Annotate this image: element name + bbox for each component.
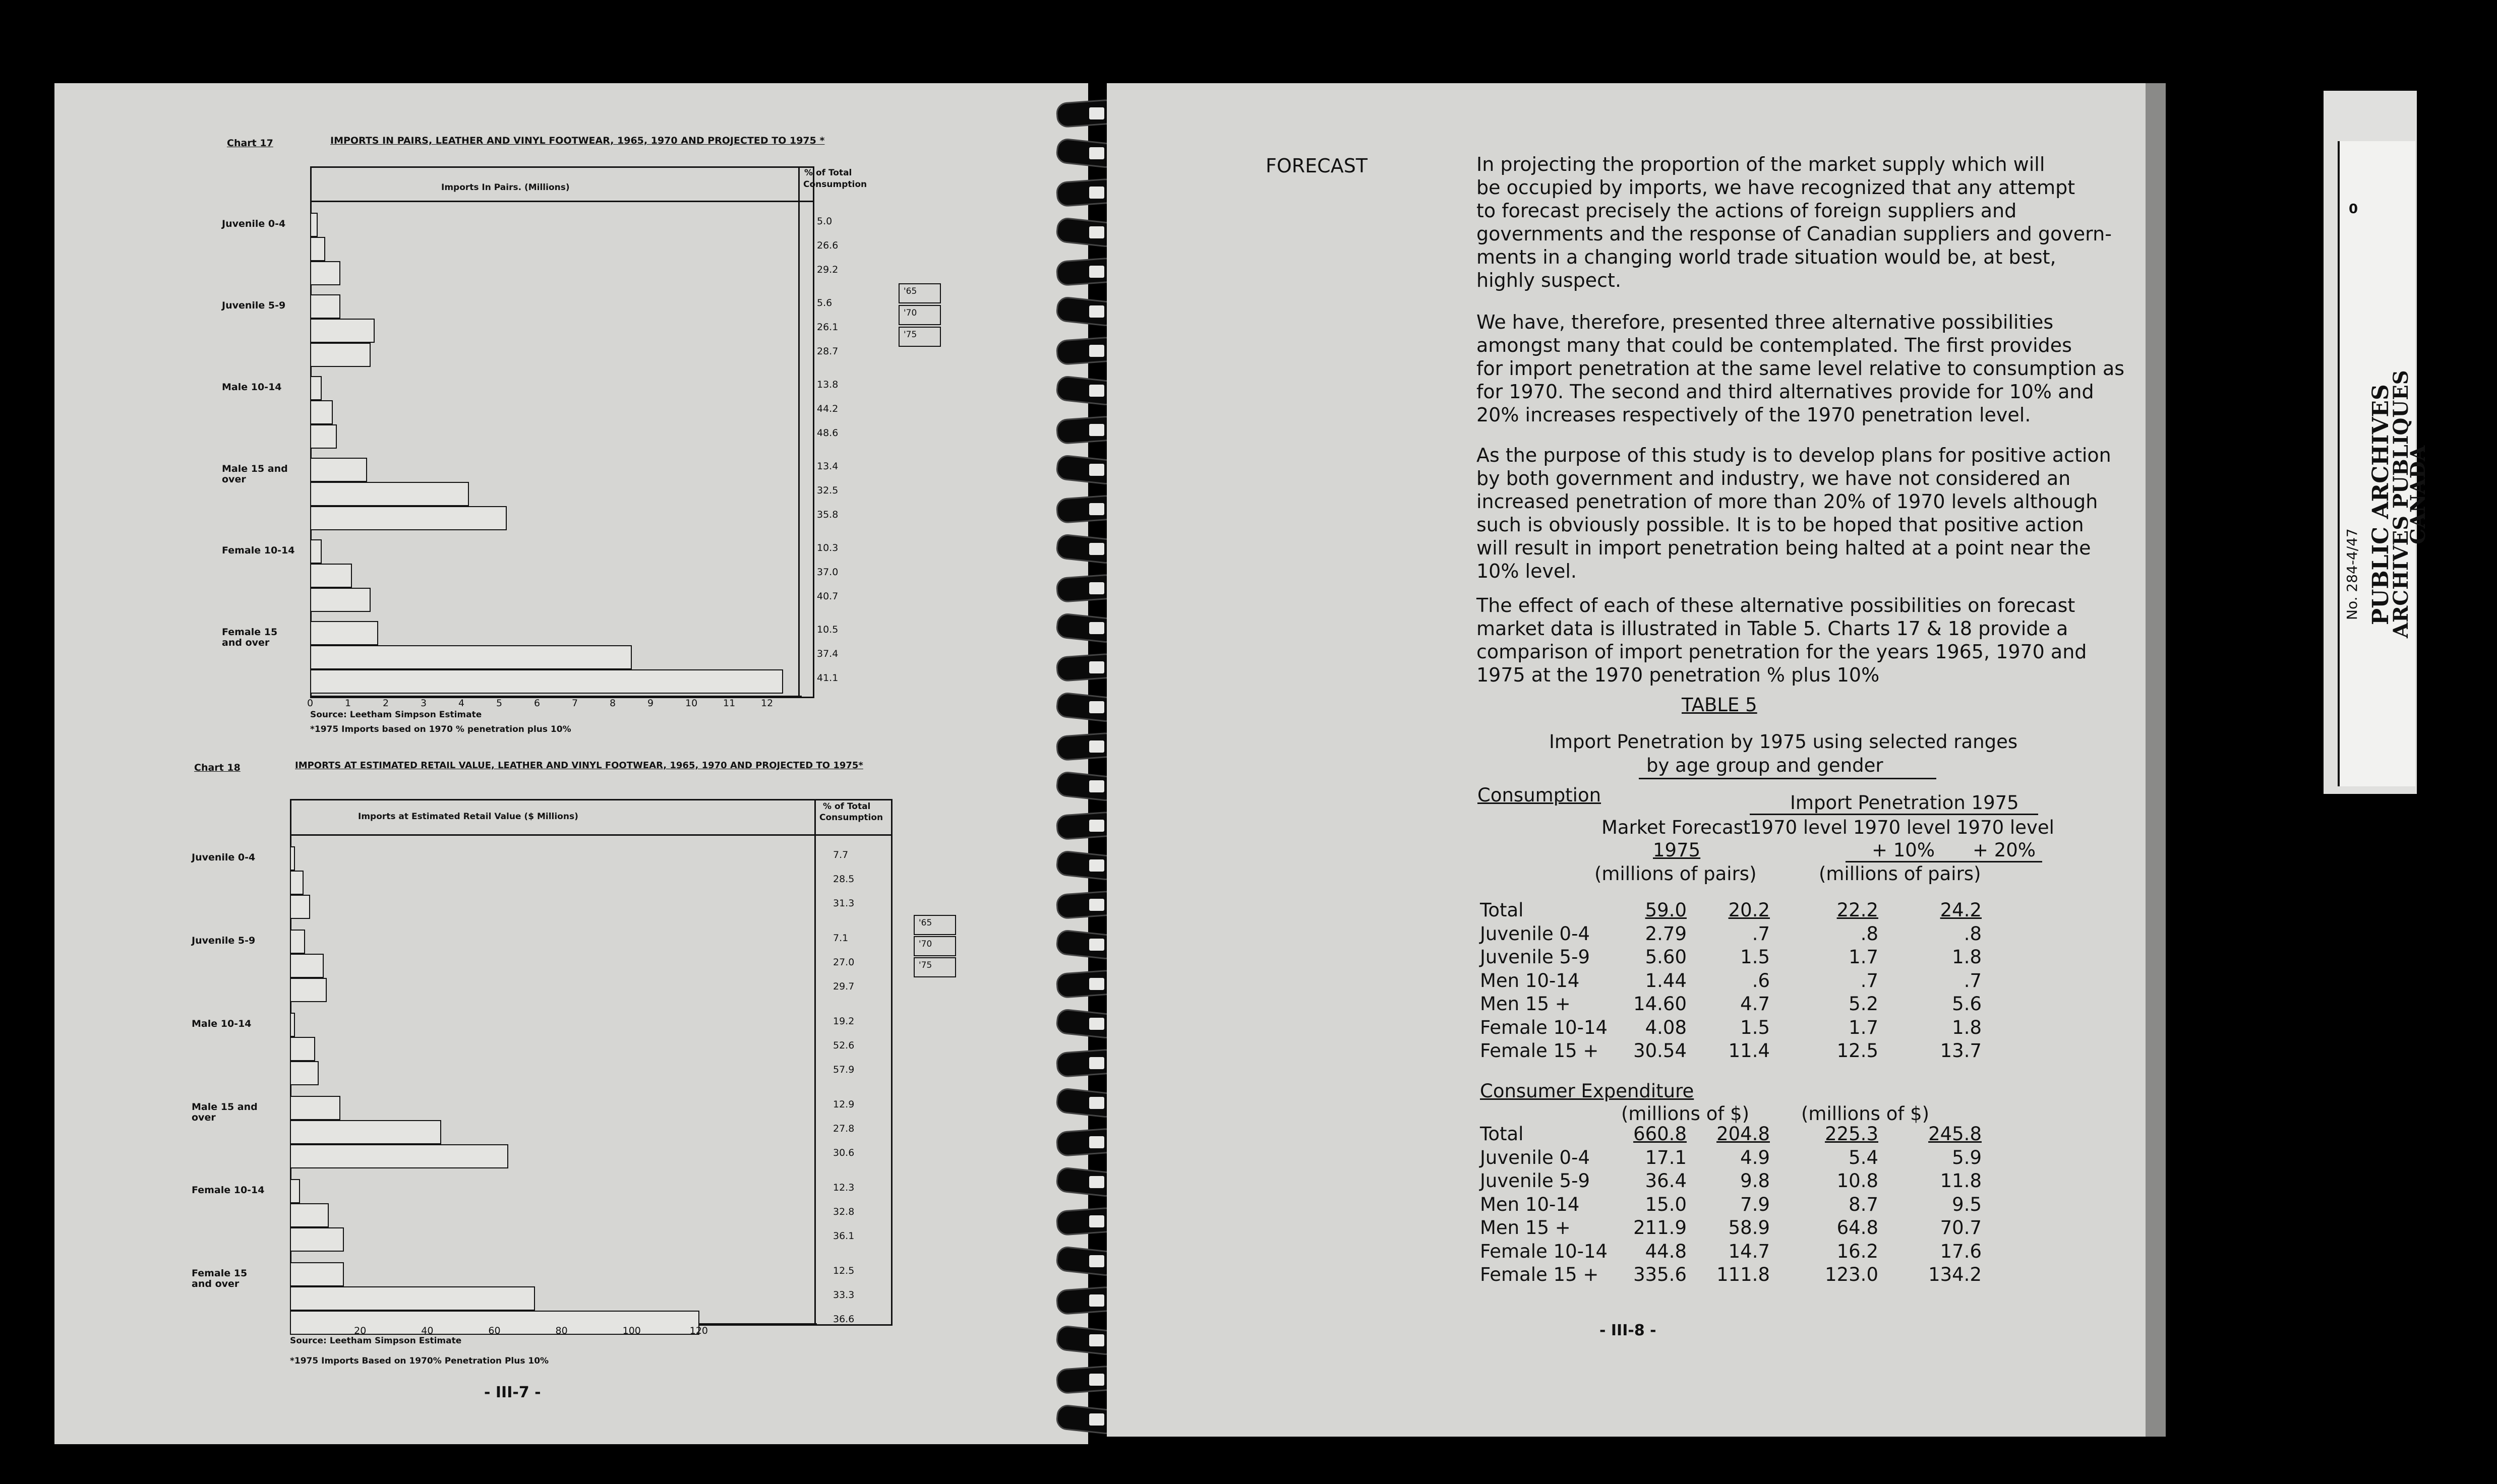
bar-75 xyxy=(310,261,340,285)
chart18-pct-header-1: % of Total xyxy=(823,801,871,812)
paragraph-4-line: The effect of each of these alternative possibilities on forecast xyxy=(1476,594,2075,616)
pct-label: 28.5 xyxy=(833,874,855,885)
cell-value: 24.2 xyxy=(1940,899,1982,921)
row-label: Female 10-14 xyxy=(1480,1016,1608,1038)
binding-slot xyxy=(1089,424,1104,436)
paragraph-3-line: 10% level. xyxy=(1476,560,1577,582)
section-expenditure: Consumer Expenditure xyxy=(1480,1080,1694,1102)
chart18-footnote: *1975 Imports Based on 1970% Penetration Plus 10% xyxy=(290,1356,549,1366)
binding-slot xyxy=(1089,582,1104,594)
units-dollars-penetration: (millions of $) xyxy=(1801,1103,1930,1125)
table-subtitle-2: by age group and gender xyxy=(1646,755,1883,776)
page-edge xyxy=(2146,83,2166,1437)
right-page-number: - III-8 - xyxy=(1599,1322,1656,1339)
cell-value: 1.5 xyxy=(1740,946,1770,968)
paragraph-1-line: to forecast precisely the actions of foreign suppliers and xyxy=(1476,200,2017,222)
row-label: Total xyxy=(1480,1123,1524,1145)
chart17-title: IMPORTS IN PAIRS, LEATHER AND VINYL FOOTWEAR, 1965, 1970 AND PROJECTED TO 1975 * xyxy=(330,135,825,146)
cell-value: 17.1 xyxy=(1645,1146,1687,1168)
cell-value: 5.4 xyxy=(1849,1146,1878,1168)
bar-65 xyxy=(290,930,305,954)
pct-label: 32.5 xyxy=(817,485,839,496)
pct-label: 13.8 xyxy=(817,379,839,390)
row-label: Juvenile 0-4 xyxy=(1480,1146,1590,1168)
pct-label: 28.7 xyxy=(817,346,839,357)
bar-75 xyxy=(290,1144,508,1168)
x-axis xyxy=(310,696,802,697)
cell-value: 64.8 xyxy=(1836,1217,1878,1239)
binding-slot xyxy=(1089,1294,1104,1307)
table-title: TABLE 5 xyxy=(1682,694,1757,716)
chart17-source: Source: Leetham Simpson Estimate xyxy=(310,710,482,720)
pct-label: 36.6 xyxy=(833,1314,855,1325)
pct-label: 40.7 xyxy=(817,591,839,602)
cell-value: 58.9 xyxy=(1728,1217,1770,1239)
pct-label: 57.9 xyxy=(833,1064,855,1075)
pct-label: 7.7 xyxy=(833,849,849,860)
binding-slot xyxy=(1089,780,1104,792)
chart17-footnote: *1975 Imports based on 1970 % penetration plus 10% xyxy=(310,724,571,734)
binding-slot xyxy=(1089,859,1104,872)
paragraph-1 xyxy=(1476,153,2112,292)
bar-75 xyxy=(310,343,371,367)
bar-75 xyxy=(290,978,327,1002)
cell-value: 15.0 xyxy=(1645,1193,1687,1215)
chart18-pct-divider xyxy=(814,799,816,1326)
binding-slot xyxy=(1089,503,1104,515)
cell-value: 211.9 xyxy=(1633,1217,1687,1239)
cell-value: 14.7 xyxy=(1728,1240,1770,1262)
paragraph-4-line: market data is illustrated in Table 5. Charts 17 & 18 provide a xyxy=(1476,617,2068,640)
bar-70 xyxy=(290,1203,329,1227)
bar-70 xyxy=(310,482,469,506)
bar-65 xyxy=(290,846,295,871)
binding-slot xyxy=(1089,978,1104,990)
cell-value: .7 xyxy=(1752,922,1770,945)
row-label: Men 10-14 xyxy=(1480,1193,1580,1215)
cell-value: 111.8 xyxy=(1716,1264,1770,1285)
pct-label: 19.2 xyxy=(833,1016,855,1027)
cell-value: 335.6 xyxy=(1633,1264,1687,1285)
bar-75 xyxy=(310,669,783,694)
chart17-legend-65: '65 xyxy=(899,283,941,303)
cell-value: 4.08 xyxy=(1645,1016,1687,1038)
x-tick-label: 9 xyxy=(647,698,654,709)
category-label: Juvenile 5-9 xyxy=(222,300,286,311)
binding-slot xyxy=(1089,1255,1104,1267)
paragraph-2 xyxy=(1476,311,2124,426)
pct-label: 33.3 xyxy=(833,1289,855,1301)
cell-value: 36.4 xyxy=(1645,1170,1687,1192)
pct-label: 31.3 xyxy=(833,898,855,909)
group-header: Import Penetration 1975 xyxy=(1790,792,2019,814)
cell-value: 1.8 xyxy=(1952,946,1982,968)
chart17-legend-75: '75 xyxy=(899,327,941,347)
paragraph-4 xyxy=(1476,594,2087,687)
cell-value: 17.6 xyxy=(1940,1240,1982,1262)
binding-slot xyxy=(1089,939,1104,951)
bar-65 xyxy=(290,1096,340,1120)
pct-label: 12.9 xyxy=(833,1099,855,1110)
paragraph-2-line: for 1970. The second and third alternatives provide for 10% and xyxy=(1476,381,2094,403)
row-label: Juvenile 0-4 xyxy=(1480,922,1590,945)
chart17-pct-divider xyxy=(798,166,800,698)
pct-label: 37.0 xyxy=(817,567,839,578)
group-header-rule xyxy=(1750,814,2038,815)
paragraph-3-line: such is obviously possible. It is to be hoped that positive action xyxy=(1476,514,2084,536)
cell-value: .8 xyxy=(1860,922,1878,945)
section-consumption: Consumption xyxy=(1477,784,1601,806)
category-label: Female 10-14 xyxy=(222,545,295,556)
x-tick-label: 80 xyxy=(555,1325,568,1336)
cell-value: 1.7 xyxy=(1849,946,1878,968)
bar-70 xyxy=(290,954,324,978)
pct-label: 29.7 xyxy=(833,981,855,992)
binding-slot xyxy=(1089,543,1104,555)
bar-70 xyxy=(310,237,325,261)
binding-slot xyxy=(1089,1413,1104,1426)
pct-label: 5.0 xyxy=(817,216,833,227)
category-label: Juvenile 0-4 xyxy=(222,218,286,229)
pct-label: 27.8 xyxy=(833,1123,855,1134)
paragraph-2-line: for import penetration at the same level relative to consumption as xyxy=(1476,357,2125,380)
archive-line-3: CANADA xyxy=(2406,445,2430,544)
category-label: Male 15 and over xyxy=(192,1101,258,1123)
left-page-number: - III-7 - xyxy=(484,1384,541,1401)
paragraph-3-line: by both government and industry, we have not considered an xyxy=(1476,467,2071,489)
row-label: Men 15 + xyxy=(1480,1217,1571,1239)
cell-value: 9.8 xyxy=(1740,1170,1770,1192)
chart18-legend-75: '75 xyxy=(914,957,956,977)
cell-value: 660.8 xyxy=(1633,1123,1687,1145)
cell-value: 1.44 xyxy=(1645,969,1687,992)
paragraph-1-line: highly suspect. xyxy=(1476,269,1622,291)
cell-value: 20.2 xyxy=(1728,899,1770,921)
bar-65 xyxy=(310,376,322,400)
col-plus20-label: + 20% xyxy=(1973,839,2036,861)
paragraph-3-line: will result in import penetration being halted at a point near the xyxy=(1476,537,2091,559)
cell-value: 5.60 xyxy=(1645,946,1687,968)
cell-value: .8 xyxy=(1964,922,1982,945)
cell-value: 13.7 xyxy=(1940,1040,1982,1062)
binding-slot xyxy=(1089,1334,1104,1346)
category-label: Juvenile 0-4 xyxy=(192,852,256,863)
bar-70 xyxy=(310,645,632,669)
chart17-inner-title: Imports In Pairs. (Millions) xyxy=(441,182,570,193)
pct-label: 26.6 xyxy=(817,240,839,251)
chart18-inner-title: Imports at Estimated Retail Value ($ Millions) xyxy=(358,812,578,822)
binding-slot xyxy=(1089,345,1104,357)
chart18-legend-65: '65 xyxy=(914,915,956,935)
row-label: Juvenile 5-9 xyxy=(1480,1170,1590,1192)
pct-label: 32.8 xyxy=(833,1206,855,1217)
paragraph-3 xyxy=(1476,444,2111,583)
chart18-legend-70: '70 xyxy=(914,936,956,956)
chart17-header-rule xyxy=(310,201,814,202)
x-tick-label: 0 xyxy=(307,698,314,709)
binding-slot xyxy=(1089,740,1104,753)
paragraph-3-line: As the purpose of this study is to develop plans for positive action xyxy=(1476,444,2111,466)
x-tick-label: 6 xyxy=(534,698,541,709)
cell-value: 204.8 xyxy=(1716,1123,1770,1145)
pct-label: 44.2 xyxy=(817,403,839,414)
cell-value: .6 xyxy=(1752,969,1770,992)
binding-slot xyxy=(1089,187,1104,199)
binding-slot xyxy=(1089,107,1104,119)
cell-value: .7 xyxy=(1860,969,1878,992)
bar-70 xyxy=(290,871,304,895)
cell-value: 14.60 xyxy=(1633,993,1687,1015)
binding-slot xyxy=(1089,701,1104,713)
pct-label: 7.1 xyxy=(833,933,849,944)
binding-slot xyxy=(1089,1136,1104,1148)
cell-value: 245.8 xyxy=(1928,1123,1982,1145)
chart18-pct-header-2: Consumption xyxy=(819,813,883,823)
cell-value: 5.2 xyxy=(1849,993,1878,1015)
pct-label: 13.4 xyxy=(817,461,839,472)
binding-slot xyxy=(1089,1018,1104,1030)
binding-slot xyxy=(1089,385,1104,397)
row-label: Men 15 + xyxy=(1480,993,1571,1015)
bar-75 xyxy=(290,1227,344,1252)
binding-slot xyxy=(1089,266,1104,278)
bar-70 xyxy=(290,1037,315,1061)
x-tick-label: 5 xyxy=(496,698,503,709)
paragraph-1-line: ments in a changing world trade situation would be, at best, xyxy=(1476,246,2056,268)
x-tick-label: 11 xyxy=(723,698,736,709)
bar-65 xyxy=(310,458,367,482)
pct-label: 10.3 xyxy=(817,542,839,553)
bar-65 xyxy=(290,1179,300,1203)
x-tick-label: 12 xyxy=(761,698,774,709)
category-label: Male 15 and over xyxy=(222,463,288,485)
paragraph-1-line: be occupied by imports, we have recognized that any attempt xyxy=(1476,176,2075,199)
x-tick-label: 4 xyxy=(458,698,465,709)
chart18-header-rule xyxy=(290,834,893,836)
cell-value: 70.7 xyxy=(1940,1217,1982,1239)
chart18-source: Source: Leetham Simpson Estimate xyxy=(290,1336,462,1346)
units-dollars-market: (millions of $) xyxy=(1621,1103,1750,1125)
paragraph-2-line: amongst many that could be contemplated. The first provides xyxy=(1476,334,2072,356)
pct-label: 36.1 xyxy=(833,1230,855,1242)
table-subtitle-1: Import Penetration by 1975 using selected ranges xyxy=(1549,731,2018,753)
paragraph-4-line: comparison of import penetration for the years 1965, 1970 and xyxy=(1476,641,2087,663)
x-tick-label: 8 xyxy=(610,698,616,709)
subtitle-rule xyxy=(1639,778,1936,779)
cell-value: 1.8 xyxy=(1952,1016,1982,1038)
x-tick-label: 7 xyxy=(572,698,578,709)
archive-mark: 0 xyxy=(2349,202,2358,217)
cell-value: 1.7 xyxy=(1849,1016,1878,1038)
bar-65 xyxy=(310,213,318,237)
col-plus10-label: + 10% xyxy=(1872,839,1935,861)
x-tick-label: 1 xyxy=(345,698,351,709)
pct-label: 35.8 xyxy=(817,509,839,520)
archive-line-2: ARCHIVES PUBLIQUES xyxy=(2389,370,2413,638)
cell-value: 4.9 xyxy=(1740,1146,1770,1168)
x-tick-label: 10 xyxy=(685,698,698,709)
binding-slot xyxy=(1089,899,1104,911)
bar-65 xyxy=(290,1262,344,1286)
binding-slot xyxy=(1089,464,1104,476)
pct-label: 12.5 xyxy=(833,1265,855,1276)
pct-label: 48.6 xyxy=(817,427,839,439)
pct-label: 10.5 xyxy=(817,624,839,635)
row-label: Female 15 + xyxy=(1480,1040,1599,1062)
row-label: Total xyxy=(1480,899,1524,921)
col-1970-level: 1970 level xyxy=(1750,817,1848,838)
pct-label: 30.6 xyxy=(833,1147,855,1158)
cell-value: 1.5 xyxy=(1740,1016,1770,1038)
row-label: Female 10-14 xyxy=(1480,1240,1608,1262)
cell-value: 12.5 xyxy=(1836,1040,1878,1062)
x-tick-label: 3 xyxy=(421,698,427,709)
x-tick-label: 40 xyxy=(421,1325,434,1336)
chart17-pct-header-2: Consumption xyxy=(803,179,867,190)
chart17-pct-header-1: % of Total xyxy=(804,168,852,178)
col-1970-plus20: 1970 level xyxy=(1956,817,2054,838)
x-tick-label: 60 xyxy=(488,1325,501,1336)
paragraph-4-line: 1975 at the 1970 penetration % plus 10% xyxy=(1476,664,1880,686)
cell-value: 7.9 xyxy=(1740,1193,1770,1215)
cell-value: 2.79 xyxy=(1645,922,1687,945)
cell-value: 123.0 xyxy=(1825,1264,1878,1285)
units-pairs-market: (millions of pairs) xyxy=(1594,863,1757,885)
col-1970-plus10: 1970 level xyxy=(1853,817,1951,838)
bar-65 xyxy=(310,621,378,645)
binding-slot xyxy=(1089,1374,1104,1386)
pct-label: 26.1 xyxy=(817,322,839,333)
chart18-frame xyxy=(290,799,893,1326)
cell-value: .7 xyxy=(1964,969,1982,992)
bar-75 xyxy=(310,424,337,449)
bar-70 xyxy=(290,1286,535,1311)
bar-75 xyxy=(310,588,371,612)
cell-value: 30.54 xyxy=(1633,1040,1687,1062)
bar-75 xyxy=(310,506,507,530)
row-label: Men 10-14 xyxy=(1480,969,1580,992)
binding-slot xyxy=(1089,1176,1104,1188)
binding-slot xyxy=(1089,622,1104,634)
cell-value: 59.0 xyxy=(1645,899,1687,921)
bar-65 xyxy=(310,294,340,319)
chart17-frame xyxy=(310,166,814,698)
col-market-forecast: Market Forecast xyxy=(1601,817,1751,838)
cell-value: 11.4 xyxy=(1728,1040,1770,1062)
bar-70 xyxy=(310,564,352,588)
chart18-label: Chart 18 xyxy=(194,762,241,773)
category-label: Female 15 and over xyxy=(222,627,278,648)
cell-value: 225.3 xyxy=(1825,1123,1878,1145)
cell-value: 8.7 xyxy=(1849,1193,1878,1215)
paragraph-1-line: governments and the response of Canadian suppliers and govern- xyxy=(1476,223,2112,245)
pct-label: 12.3 xyxy=(833,1182,855,1193)
pct-label: 41.1 xyxy=(817,672,839,684)
col-market-year: 1975 xyxy=(1653,839,1701,861)
category-label: Juvenile 5-9 xyxy=(192,935,256,946)
bar-70 xyxy=(310,319,375,343)
pct-label: 27.0 xyxy=(833,957,855,968)
chart18-title: IMPORTS AT ESTIMATED RETAIL VALUE, LEATHER AND VINYL FOOTWEAR, 1965, 1970 AND PROJECTED TO 1975* xyxy=(295,760,863,771)
cell-value: 10.8 xyxy=(1836,1170,1878,1192)
row-label: Female 15 + xyxy=(1480,1264,1599,1285)
paragraph-1-line: In projecting the proportion of the market supply which will xyxy=(1476,153,2045,175)
chart17-label: Chart 17 xyxy=(227,138,273,149)
cell-value: 5.9 xyxy=(1952,1146,1982,1168)
forecast-heading: FORECAST xyxy=(1266,155,1368,177)
binding-slot xyxy=(1089,661,1104,673)
pct-label: 5.6 xyxy=(817,297,833,308)
archive-line-1: PUBLIC ARCHIVES xyxy=(2368,384,2394,625)
cell-value: 22.2 xyxy=(1836,899,1878,921)
binding-slot xyxy=(1089,226,1104,238)
x-tick-label: 120 xyxy=(689,1325,708,1336)
pct-label: 37.4 xyxy=(817,648,839,659)
bar-70 xyxy=(290,1120,441,1144)
cell-value: 4.7 xyxy=(1740,993,1770,1015)
cell-value: 5.6 xyxy=(1952,993,1982,1015)
x-tick-label: 100 xyxy=(622,1325,641,1336)
bar-65 xyxy=(290,1013,295,1037)
pct-label: 29.2 xyxy=(817,264,839,275)
units-pairs-penetration: (millions of pairs) xyxy=(1819,863,1981,885)
binding-slot xyxy=(1089,305,1104,318)
chart17-legend-70: '70 xyxy=(899,305,941,325)
binding-slot xyxy=(1089,147,1104,159)
category-label: Male 10-14 xyxy=(222,382,282,393)
binding-slot xyxy=(1089,1097,1104,1109)
archive-number: No. 284-4/47 xyxy=(2344,528,2360,620)
x-tick-label: 20 xyxy=(354,1325,367,1336)
bar-65 xyxy=(310,539,322,564)
cell-value: 9.5 xyxy=(1952,1193,1982,1215)
row-label: Juvenile 5-9 xyxy=(1480,946,1590,968)
bar-70 xyxy=(310,400,333,424)
paragraph-2-line: We have, therefore, presented three alternative possibilities xyxy=(1476,311,2054,333)
cell-value: 44.8 xyxy=(1645,1240,1687,1262)
bar-75 xyxy=(290,895,310,919)
category-label: Female 15 and over xyxy=(192,1268,248,1289)
bar-75 xyxy=(290,1061,319,1085)
category-label: Male 10-14 xyxy=(192,1018,252,1029)
cell-value: 16.2 xyxy=(1836,1240,1878,1262)
x-tick-label: 2 xyxy=(383,698,389,709)
pct-label: 52.6 xyxy=(833,1040,855,1051)
binding-slot xyxy=(1089,1057,1104,1069)
col-header-rule xyxy=(1846,861,2042,862)
paragraph-3-line: increased penetration of more than 20% of 1970 levels although xyxy=(1476,490,2098,513)
binding-slot xyxy=(1089,1215,1104,1227)
cell-value: 134.2 xyxy=(1928,1264,1982,1285)
cell-value: 11.8 xyxy=(1940,1170,1982,1192)
binding-slot xyxy=(1089,820,1104,832)
category-label: Female 10-14 xyxy=(192,1185,265,1196)
paragraph-2-line: 20% increases respectively of the 1970 penetration level. xyxy=(1476,404,2031,426)
